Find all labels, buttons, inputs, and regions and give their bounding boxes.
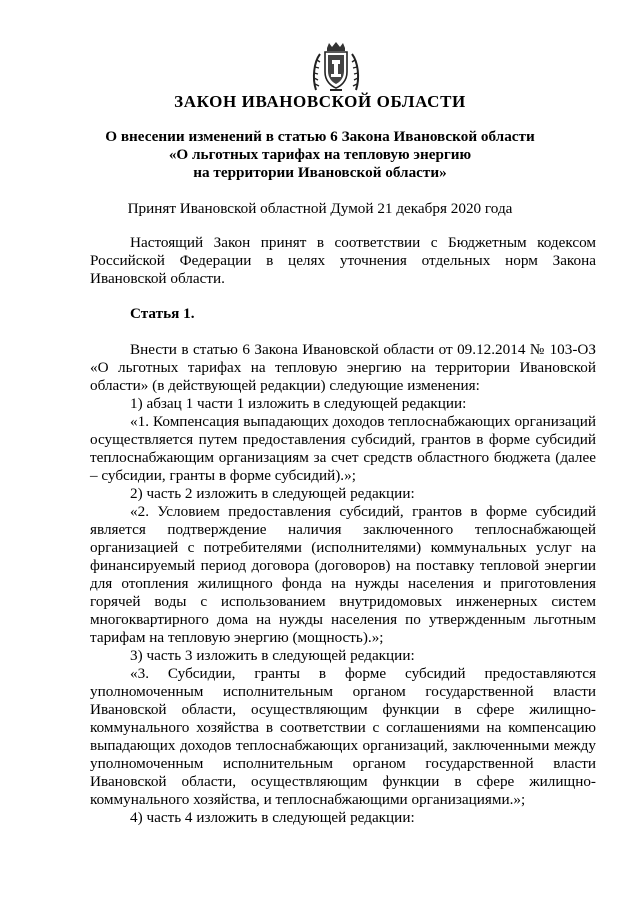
article-heading: Статья 1. (130, 305, 195, 322)
intro-paragraph: Настоящий Закон принят в соответствии с Бюджетным кодексом Российской Федерации в целях уточнения отдельных норм Закона Ивановской области. (90, 234, 596, 287)
adoption-line: Принят Ивановской областной Думой 21 декабря 2020 года (127, 200, 513, 217)
law-title: ЗАКОН ИВАНОВСКОЙ ОБЛАСТИ (174, 92, 466, 111)
article-paragraph: Внести в статью 6 Закона Ивановской области от 09.12.2014 № 103-ОЗ «О льготных тарифах на тепловую энергию на территории Ивановской области» (в действующей редакции) следующие изменения: (90, 341, 596, 394)
article-paragraph: 1) абзац 1 части 1 изложить в следующей редакции: (130, 395, 467, 412)
coat-of-arms-icon (310, 40, 362, 94)
article-paragraph: «1. Компенсация выпадающих доходов теплоснабжающих организаций осуществляется путем предоставления субсидий, грантов в форме субсидий теплоснабжающим организациям за счет средств областного бюджета (далее – субсидии, гранты в форме субсидий).»; (90, 413, 596, 484)
article-paragraph: 2) часть 2 изложить в следующей редакции: (130, 485, 415, 502)
subtitle-line: «О льготных тарифах на тепловую энергию (168, 146, 472, 163)
article-paragraph: «3. Субсидии, гранты в форме субсидий предоставляются уполномоченным исполнительным органом государственной власти Ивановской области, осуществляющим функции в сфере жилищно-коммунального хозяйства в соответствии с соглашениями на компенсацию выпадающих доходов теплоснабжающих организаций, заключенными между уполномоченным исполнительным органом государственной власти Ивановской области, осуществляющим функции в сфере жилищно-коммунального хозяйства, и теплоснабжающими организациями.»; (90, 665, 596, 808)
article-paragraph: «2. Условием предоставления субсидий, грантов в форме субсидий является подтверждение наличия заключенного теплоснабжающей организацией с потребителями (исполнителями) коммунальных услуг на финансируемый период договора (договоров) на поставку тепловой энергии для отопления жилищного фонда на нужды населения и приготовления горячей воды с использованием внутридомовых инженерных систем многоквартирного дома на нужды населения по утвержденным льготным тарифам на тепловую энергию (мощность).»; (90, 503, 596, 646)
document-body (90, 234, 596, 827)
subtitle-line: О внесении изменений в статью 6 Закона Ивановской области (105, 128, 535, 145)
law-subtitle (0, 128, 640, 182)
article-paragraph: 4) часть 4 изложить в следующей редакции: (130, 809, 415, 826)
article-paragraph: 3) часть 3 изложить в следующей редакции: (130, 647, 415, 664)
subtitle-line: на территории Ивановской области» (193, 164, 447, 181)
